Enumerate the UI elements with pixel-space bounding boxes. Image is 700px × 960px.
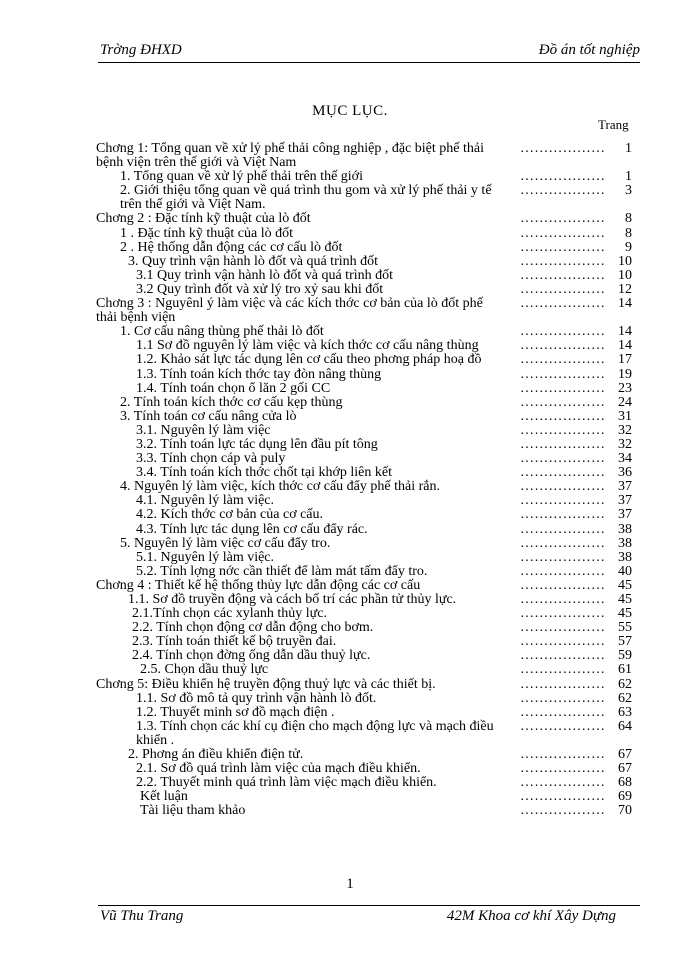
toc-entry-page: 67 <box>618 761 632 777</box>
toc-entry-page: 37 <box>618 479 632 495</box>
toc-entry-title: 2. Tính toán kích thớc cơ cấu kẹp thùng <box>120 394 343 410</box>
toc-entry <box>96 804 636 818</box>
toc-entry-leader: ……………… <box>520 239 606 255</box>
toc-entry-title: 5.2. Tính lợng nớc cần thiết để làm mát tấm đẩy tro. <box>136 563 428 579</box>
toc-entry <box>96 438 636 452</box>
toc-entry <box>96 241 636 255</box>
toc-entry-title: 1.2. Khảo sát lực tác dụng lên cơ cấu theo phơng pháp hoạ đồ <box>136 352 482 368</box>
toc-entry <box>96 184 636 212</box>
toc-entry-leader: ……………… <box>520 803 606 819</box>
toc-entry-page: 61 <box>618 662 632 678</box>
toc-entry-leader: ……………… <box>520 338 606 354</box>
toc-entry <box>96 466 636 480</box>
toc-entry-title: 2.3. Tính toán thiết kế bộ truyền đai. <box>132 634 337 650</box>
toc-entry <box>96 325 636 339</box>
toc-entry <box>96 537 636 551</box>
toc-entry-title: 4.3. Tính lực tác dụng lên cơ cấu đẩy rác. <box>136 521 368 537</box>
toc-entry <box>96 635 636 649</box>
toc-entry-title: 1.2. Thuyết minh sơ đồ mạch điện . <box>136 704 335 720</box>
toc-entry-leader: ……………… <box>520 380 606 396</box>
toc-entry-leader: ……………… <box>520 648 606 664</box>
toc-entry-title: 2.4. Tính chọn đờng ống dẫn dầu thuỷ lực. <box>132 648 371 664</box>
toc-entry-title: 4. Nguyên lý làm việc, kích thớc cơ cấu đẩy phế thải rắn. <box>120 479 440 495</box>
toc-entry-leader: ……………… <box>520 451 606 467</box>
toc-entry <box>96 353 636 367</box>
toc-entry-leader: ……………… <box>520 775 606 791</box>
toc-entry <box>96 523 636 537</box>
toc-entry-page: 14 <box>618 296 632 312</box>
toc-entry-title: 3.1 Quy trình vận hành lò đốt và quá trình đốt <box>136 267 394 283</box>
toc-entry-leader: ……………… <box>520 253 606 269</box>
toc-entry <box>96 227 636 241</box>
toc-entry-leader: ……………… <box>520 521 606 537</box>
toc-entry <box>96 494 636 508</box>
toc-entry-title: 1.3. Tính toán kích thớc tay đòn nâng thùng <box>136 366 382 382</box>
toc-entry-leader: ……………… <box>520 281 606 297</box>
toc-entry <box>96 607 636 621</box>
toc-entry-page: 63 <box>618 704 632 720</box>
toc-entry-page: 57 <box>618 634 632 650</box>
toc-entry-title: Chơng 4 : Thiết kế hệ thống thủy lực dẫn động các cơ cấu <box>96 577 421 593</box>
toc-entry-page: 67 <box>618 747 632 763</box>
toc-entry-page: 38 <box>618 521 632 537</box>
toc-entry-leader: ……………… <box>520 789 606 805</box>
page-number: 1 <box>346 876 354 892</box>
toc-entry-page: 59 <box>618 648 632 664</box>
toc-entry <box>96 706 636 720</box>
toc-entry <box>96 692 636 706</box>
toc-entry-page: 10 <box>618 253 632 269</box>
toc-entry-title: 1.1. Sơ đồ mô tả quy trình vận hành lò đốt. <box>136 690 377 706</box>
toc-entry-title: 3.2 Quy trình đốt và xử lý tro xỷ sau khi đốt <box>136 281 384 297</box>
toc-entry-page: 32 <box>618 422 632 438</box>
toc-entry <box>96 663 636 677</box>
toc-entry-page: 12 <box>618 281 632 297</box>
table-of-contents <box>96 142 636 819</box>
toc-entry-leader: ……………… <box>520 761 606 777</box>
toc-entry-page: 32 <box>618 436 632 452</box>
toc-entry <box>96 565 636 579</box>
toc-entry-title: Chơng 1: Tổng quan về xử lý phế thải công nghiệp , đặc biệt phế thải bệnh viện trên thế giới và Việt Nam <box>96 141 484 171</box>
toc-entry-leader: ……………… <box>520 141 606 156</box>
page-title: MỤC LỤC. <box>312 103 388 119</box>
toc-entry <box>96 283 636 297</box>
toc-entry-page: 34 <box>618 451 632 467</box>
footer-author: Vũ Thu Trang <box>100 908 184 924</box>
toc-entry <box>96 649 636 663</box>
toc-entry-title: Chơng 2 : Đặc tính kỹ thuật của lò đốt <box>96 211 311 227</box>
toc-entry <box>96 551 636 565</box>
toc-entry-page: 19 <box>618 366 632 382</box>
toc-entry-page: 8 <box>625 225 632 241</box>
toc-entry-leader: ……………… <box>520 267 606 283</box>
toc-entry-page: 45 <box>618 606 632 622</box>
toc-entry-page: 14 <box>618 338 632 354</box>
toc-entry-page: 10 <box>618 267 632 283</box>
page-footer <box>98 905 640 926</box>
toc-entry-title: 3. Tính toán cơ cấu nâng cửa lò <box>120 408 297 424</box>
toc-entry-leader: ……………… <box>520 324 606 340</box>
toc-entry-leader: ……………… <box>520 225 606 241</box>
toc-entry-title: 2. Phơng án điều khiển điện tử. <box>128 747 304 763</box>
toc-entry-page: 31 <box>618 408 632 424</box>
toc-entry <box>96 297 636 325</box>
toc-entry-title: 5.1. Nguyên lý làm việc. <box>136 549 275 565</box>
toc-entry-title: 2.2. Thuyết minh quá trình làm việc mạch điều khiển. <box>136 775 437 791</box>
toc-entry-title: Kết luận <box>140 789 188 805</box>
toc-entry <box>96 339 636 353</box>
toc-entry <box>96 480 636 494</box>
toc-entry-page: 62 <box>618 676 632 692</box>
toc-entry <box>96 621 636 635</box>
toc-entry <box>96 255 636 269</box>
toc-entry-leader: ……………… <box>520 747 606 763</box>
toc-entry-page: 38 <box>618 535 632 551</box>
toc-entry <box>96 762 636 776</box>
toc-entry-leader: ……………… <box>520 436 606 452</box>
toc-entry-leader: ……………… <box>520 549 606 565</box>
toc-entry-leader: ……………… <box>520 465 606 481</box>
toc-entry-leader: ……………… <box>520 493 606 509</box>
toc-entry-title: 1 . Đặc tính kỹ thuật của lò đốt <box>120 225 294 241</box>
toc-entry <box>96 410 636 424</box>
toc-entry <box>96 720 636 748</box>
toc-entry-page: 64 <box>618 718 632 734</box>
toc-entry-page: 14 <box>618 324 632 340</box>
toc-entry-page: 70 <box>618 803 632 819</box>
toc-entry <box>96 678 636 692</box>
toc-entry <box>96 776 636 790</box>
toc-entry-leader: ……………… <box>520 620 606 636</box>
header-doc-type: Đồ án tốt nghiệp <box>538 42 640 58</box>
toc-entry-page: 1 <box>625 169 632 185</box>
toc-entry-leader: ……………… <box>520 704 606 720</box>
toc-entry-page: 55 <box>618 620 632 636</box>
toc-entry-leader: ……………… <box>520 718 606 734</box>
toc-entry <box>96 396 636 410</box>
toc-entry-page: 62 <box>618 690 632 706</box>
toc-entry-leader: ……………… <box>520 211 606 227</box>
toc-entry-page: 38 <box>618 549 632 565</box>
toc-entry-page: 37 <box>618 493 632 509</box>
toc-entry-page: 3 <box>625 183 632 199</box>
toc-entry-title: 1.3. Tính chọn các khí cụ điện cho mạch động lực và mạch điều khiển . <box>136 718 494 748</box>
toc-entry-page: 1 <box>625 141 632 156</box>
toc-entry-title: 1.1. Sơ đồ truyền động và cách bố trí các phần tử thủy lực. <box>128 592 457 607</box>
toc-entry-leader: ……………… <box>520 169 606 185</box>
toc-entry-title: 3. Quy trình vận hành lò đốt và quá trình đốt <box>128 253 379 269</box>
page-column-label: Trang <box>598 117 629 132</box>
toc-entry <box>96 508 636 522</box>
toc-entry <box>96 142 636 170</box>
footer-class: 42M Khoa cơ khí Xây Dựng <box>446 908 616 924</box>
toc-entry-leader: ……………… <box>520 352 606 368</box>
toc-entry <box>96 790 636 804</box>
toc-entry <box>96 579 636 593</box>
toc-entry-title: 1.1 Sơ đồ nguyên lý làm việc và kích thớc cơ cấu nâng thùng <box>136 338 479 354</box>
toc-entry <box>96 452 636 466</box>
toc-entry-leader: ……………… <box>520 394 606 410</box>
toc-entry <box>96 593 636 607</box>
toc-entry-title: Tài liệu tham khảo <box>140 803 246 819</box>
toc-entry-title: 3.1. Nguyên lý làm việc <box>136 422 271 438</box>
toc-entry <box>96 382 636 396</box>
toc-entry-leader: ……………… <box>520 535 606 551</box>
toc-entry-leader: ……………… <box>520 592 606 607</box>
toc-entry-leader: ……………… <box>520 634 606 650</box>
toc-entry-leader: ……………… <box>520 183 606 199</box>
toc-entry-page: 24 <box>618 394 632 410</box>
toc-entry-title: 2.1.Tính chọn các xylanh thủy lực. <box>132 606 327 622</box>
toc-entry-page: 36 <box>618 465 632 481</box>
toc-entry-page: 68 <box>618 775 632 791</box>
toc-entry-title: 2 . Hệ thống dẫn động các cơ cấu lò đốt <box>120 239 343 255</box>
toc-entry-leader: ……………… <box>520 507 606 523</box>
toc-entry <box>96 424 636 438</box>
toc-entry-page: 40 <box>618 563 632 579</box>
toc-entry-page: 69 <box>618 789 632 805</box>
toc-entry <box>96 170 636 184</box>
toc-entry-leader: ……………… <box>520 296 606 312</box>
toc-entry-title: 3.2. Tính toán lực tác dụng lên đầu pít tông <box>136 436 378 452</box>
toc-entry-title: 4.2. Kích thớc cơ bản của cơ cấu. <box>136 507 324 523</box>
toc-entry-title: 2.2. Tính chọn động cơ dẫn động cho bơm. <box>132 620 374 636</box>
toc-entry-leader: ……………… <box>520 366 606 382</box>
toc-entry-title: 2. Giới thiệu tổng quan về quá trình thu gom và xử lý phế thải y tế trên thế giới và Việt Nam. <box>120 183 492 213</box>
toc-entry-title: 3.4. Tính toán kích thớc chốt tại khớp liên kết <box>136 465 392 481</box>
toc-entry-leader: ……………… <box>520 662 606 678</box>
toc-entry-title: 1. Cơ cấu nâng thùng phế thải lò đốt <box>120 324 324 340</box>
toc-entry-leader: ……………… <box>520 422 606 438</box>
toc-entry-leader: ……………… <box>520 479 606 495</box>
toc-entry-title: Chơng 3 : Nguyênl ý làm việc và các kích thớc cơ bản của lò đốt phế thải bệnh viện <box>96 296 483 326</box>
toc-entry <box>96 368 636 382</box>
toc-entry-title: 2.5. Chọn dầu thuỷ lực <box>140 662 269 678</box>
toc-entry-title: 4.1. Nguyên lý làm việc. <box>136 493 275 509</box>
page-header <box>98 42 640 63</box>
toc-entry-leader: ……………… <box>520 563 606 579</box>
header-school: Trờng ĐHXD <box>100 42 182 58</box>
toc-entry-page: 45 <box>618 592 632 607</box>
toc-entry-page: 9 <box>625 239 632 255</box>
toc-entry <box>96 748 636 762</box>
toc-entry <box>96 212 636 226</box>
toc-entry-leader: ……………… <box>520 606 606 622</box>
toc-entry-title: 2.1. Sơ đồ quá trình làm việc của mạch điều khiển. <box>136 761 421 777</box>
toc-entry-leader: ……………… <box>520 676 606 692</box>
toc-entry-leader: ……………… <box>520 408 606 424</box>
toc-entry-page: 8 <box>625 211 632 227</box>
toc-entry-page: 23 <box>618 380 632 396</box>
toc-entry <box>96 269 636 283</box>
toc-entry-leader: ……………… <box>520 577 606 593</box>
toc-entry-title: 3.3. Tính chọn cáp và puly <box>136 451 286 467</box>
toc-entry-title: 1.4. Tính toán chọn ổ lăn 2 gối CC <box>136 380 331 396</box>
toc-entry-leader: ……………… <box>520 690 606 706</box>
toc-entry-title: Chơng 5: Điều khiển hệ truyền động thuỷ lực và các thiết bị. <box>96 676 436 692</box>
toc-entry-page: 17 <box>618 352 632 368</box>
toc-entry-page: 37 <box>618 507 632 523</box>
toc-entry-title: 5. Nguyên lý làm việc cơ cấu đẩy tro. <box>120 535 331 551</box>
toc-entry-title: 1. Tổng quan về xử lý phế thải trên thế giới <box>120 169 363 185</box>
toc-entry-page: 45 <box>618 577 632 593</box>
